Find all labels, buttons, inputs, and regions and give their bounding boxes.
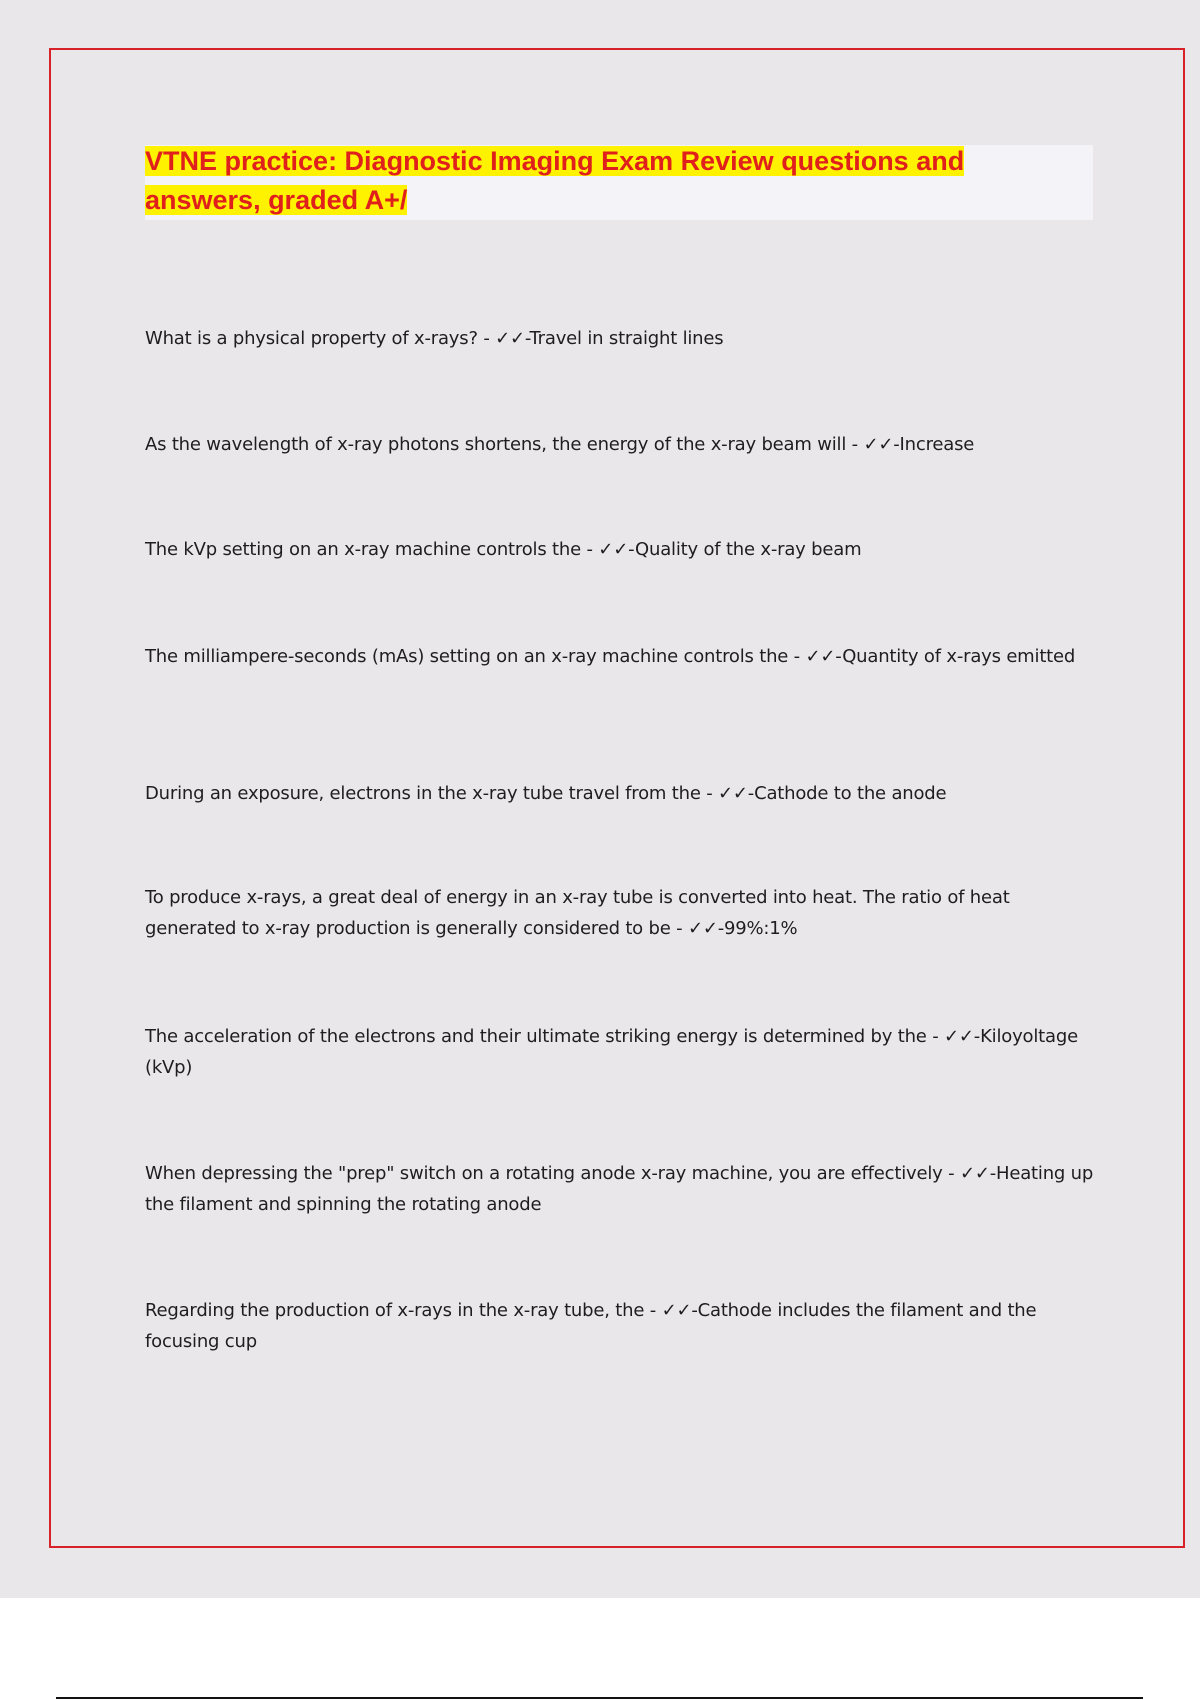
document-title [145,142,1045,220]
qa-item-2: As the wavelength of x-ray photons shortens, the energy of the x-ray beam will - ✓✓-Increase [145,434,975,455]
qa-item-6: To produce x-rays, a great deal of energy in an x-ray tube is converted into heat. The ratio of heat generated to x-ray production is generally considered to be - ✓✓-99%:1% [145,887,1010,939]
qa-item-5: During an exposure, electrons in the x-ray tube travel from the - ✓✓-Cathode to the anode [145,783,947,804]
qa-item-8: When depressing the "prep" switch on a rotating anode x-ray machine, you are effectively - ✓✓-Heating up the filament and spinning the rotating anode [145,1163,1094,1215]
title-highlight: VTNE practice: Diagnostic Imaging Exam Review questions and answers, graded A+/ [145,146,965,215]
qa-item-9: Regarding the production of x-rays in the x-ray tube, the - ✓✓-Cathode includes the filament and the focusing cup [145,1300,1037,1352]
qa-item-7: The acceleration of the electrons and their ultimate striking energy is determined by the - ✓✓-Kiloyoltage (kVp) [145,1026,1078,1078]
footer-rule [56,1697,1143,1699]
qa-item-4: The milliampere-seconds (mAs) setting on an x-ray machine controls the - ✓✓-Quantity of x-rays emitted [145,646,1076,667]
qa-item-3: The kVp setting on an x-ray machine controls the - ✓✓-Quality of the x-ray beam [145,539,862,560]
qa-item-1: What is a physical property of x-rays? - ✓✓-Travel in straight lines [145,328,724,349]
